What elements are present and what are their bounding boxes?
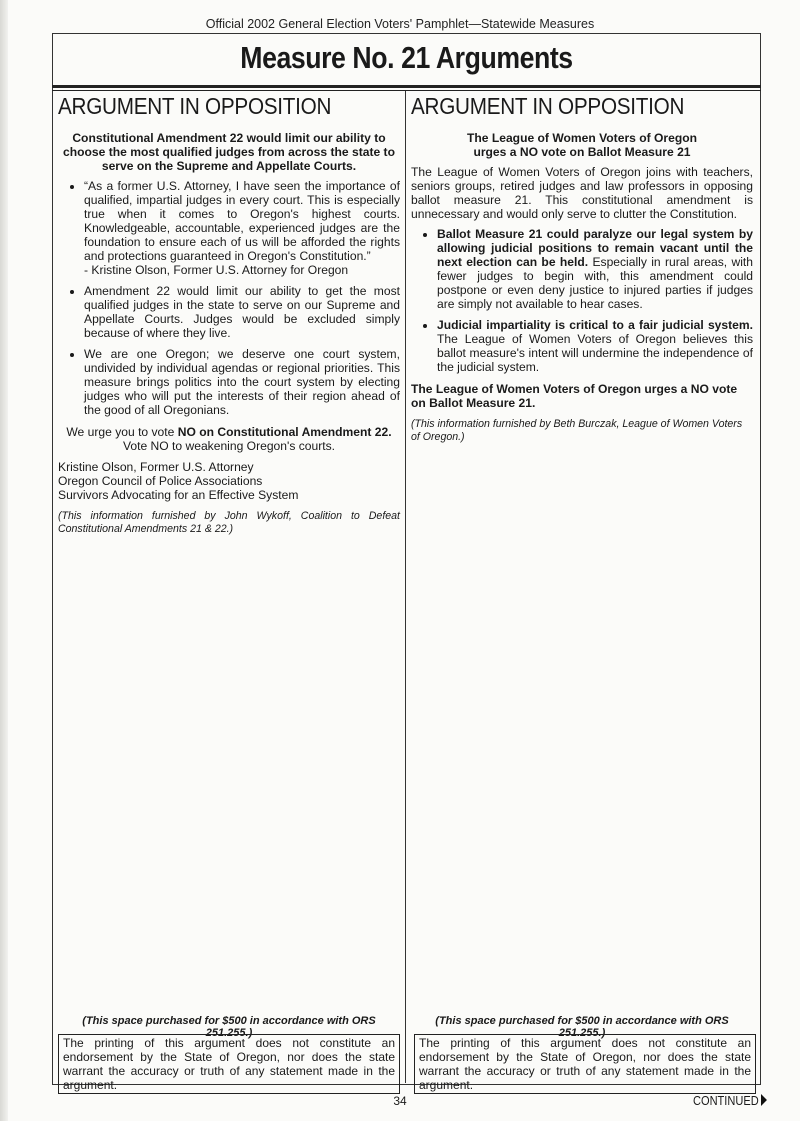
- urge-bold: NO on Constitutional Amendment 22.: [177, 425, 392, 439]
- left-bullet-1-text: “As a former U.S. Attorney, I have seen the importance of qualified, impartial judges in every court. This is especially true when it comes to Oregon's highest courts. Knowledgeable, accountable, experienced judges are the foundation to ensure each of us will be afforded the rights and protections guaranteed in Oregon's Constitution.”: [84, 179, 400, 263]
- right-credit: (This information furnished by Beth Burczak, League of Women Voters of Oregon.): [411, 418, 743, 443]
- continued-label: [693, 1093, 767, 1108]
- arrow-right-icon: [761, 1094, 767, 1106]
- page-title: Measure No. 21 Arguments: [240, 40, 573, 75]
- bullet-bold: Ballot Measure 21 could paralyze our legal system by allowing judicial positions to remain vacant until the next election can be held.: [437, 227, 753, 269]
- bullet-text: Especially in rural areas, with fewer judges to begin with, this amendment could postpone or even deny justice to injured parties if judges are simply not available to hear cases.: [437, 255, 753, 311]
- urge-text: We urge you to vote: [66, 425, 178, 439]
- continued-text: CONTINUED: [693, 1093, 759, 1108]
- right-heading: ARGUMENT IN OPPOSITION: [411, 93, 685, 119]
- signer-list: [58, 460, 400, 502]
- list-item: • Amendment 22 would limit our ability to get the most qualified judges in the state to serve on our Supreme and Appellate Courts. Judges would be excluded simply because of where they live.: [84, 284, 400, 340]
- right-closing: The League of Women Voters of Oregon urges a NO vote on Ballot Measure 21.: [411, 382, 738, 410]
- left-credit: (This information furnished by John Wykoff, Coalition to Defeat Constitutional Amendments 21 & 22.): [58, 510, 400, 535]
- list-item: [437, 318, 753, 374]
- list-item: • We are one Oregon; we deserve one court system, undivided by individual agendas or regional priorities. This measure brings politics into the court system by electing judges who will put the interests of their region ahead of the good of all Oregonians.: [84, 347, 400, 417]
- left-purchased-note: (This space purchased for $500 in accordance with ORS 251.255.): [82, 1015, 376, 1039]
- left-bullet-list: [58, 179, 400, 417]
- list-item: [84, 179, 400, 277]
- urge-line-2: Vote NO to weakening Oregon's courts.: [122, 439, 336, 453]
- right-disclaimer: The printing of this argument does not constitute an endorsement by the State of Oregon, nor does the state warrant the accuracy or truth of any statement made in the argument.: [414, 1034, 756, 1094]
- left-urge: [58, 425, 400, 453]
- quote-attribution: - Kristine Olson, Former U.S. Attorney for Oregon: [84, 263, 349, 277]
- left-disclaimer: The printing of this argument does not constitute an endorsement by the State of Oregon, nor does the state warrant the accuracy or truth of any statement made in the argument.: [58, 1034, 400, 1094]
- bullet-text: The League of Women Voters of Oregon believes this ballot measure's intent will undermine the independence of the judicial system.: [437, 332, 753, 374]
- column-divider: [405, 91, 406, 1083]
- right-subhead: The League of Women Voters of Oregon urges a NO vote on Ballot Measure 21: [466, 131, 698, 159]
- signer: Kristine Olson, Former U.S. Attorney: [58, 460, 254, 474]
- bullet-bold: Judicial impartiality is critical to a fair judicial system.: [437, 318, 753, 332]
- signer: Oregon Council of Police Associations: [58, 474, 263, 488]
- title-rule-thick: [52, 85, 761, 88]
- right-purchased-note: (This space purchased for $500 in accordance with ORS 251.255.): [435, 1015, 729, 1039]
- left-argument: [58, 93, 400, 542]
- right-bullet-list: [411, 227, 753, 374]
- page-number: 34: [393, 1094, 407, 1108]
- right-argument: [411, 93, 753, 450]
- page-header: Official 2002 General Election Voters' Pamphlet—Statewide Measures: [205, 17, 595, 31]
- left-subhead: Constitutional Amendment 22 would limit our ability to choose the most qualified judges from across the state to serve on the Supreme and Appellate Courts.: [63, 131, 395, 173]
- signer: Survivors Advocating for an Effective System: [58, 488, 299, 502]
- list-item: [437, 227, 753, 311]
- scan-edge: [0, 0, 8, 1121]
- left-heading: ARGUMENT IN OPPOSITION: [58, 93, 332, 119]
- right-intro: The League of Women Voters of Oregon joins with teachers, seniors groups, retired judges and law professors in opposing ballot measure 21. This constitutional amendment is unnecessary and would only serve to clutter the Constitution.: [411, 165, 753, 221]
- title-rule-thin: [52, 90, 761, 91]
